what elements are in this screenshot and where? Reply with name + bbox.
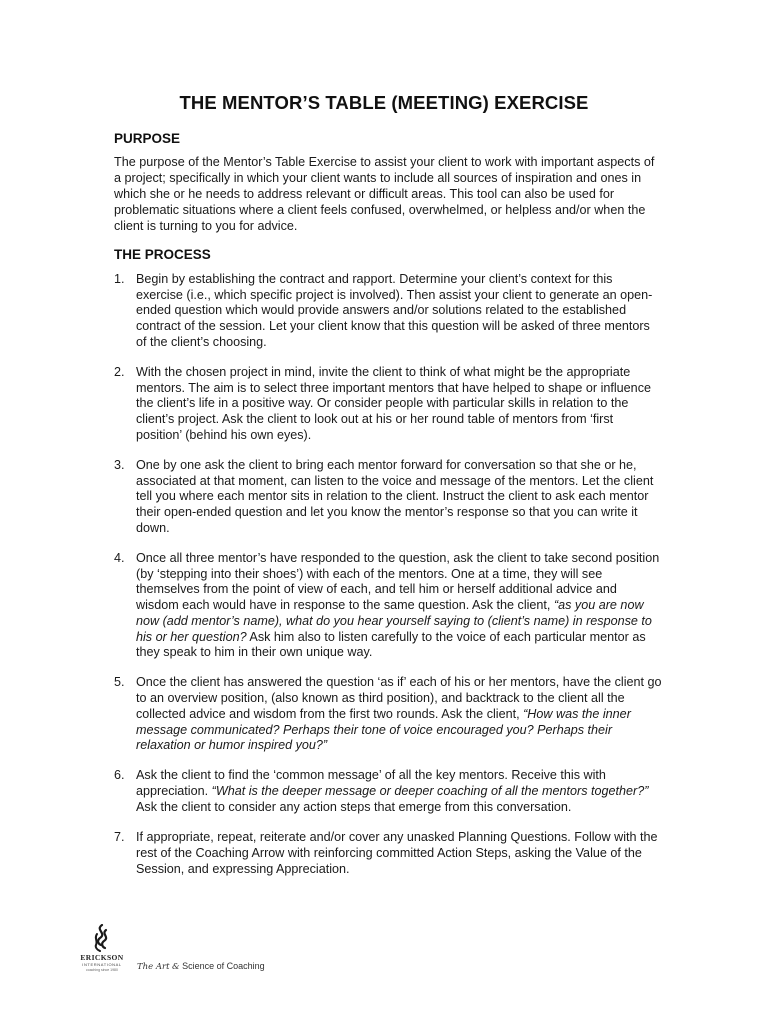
step-text <box>136 272 652 349</box>
step-number: 3. <box>114 458 125 473</box>
process-heading: THE PROCESS <box>114 247 211 262</box>
step-quote: “What is the deeper message or deeper coaching of all the mentors together?” <box>211 784 649 799</box>
step-text <box>136 675 662 752</box>
step-text-segment: Once all three mentor’s have responded to the question, ask the client to take second position (by ‘stepping into their shoes’) with each of the mentors. One at a time, they will see themselves from the point of view of each, and tell him or herself additional advice and wisdom each would have in response to the same question. Ask the client, <box>136 551 660 613</box>
process-steps-list <box>114 272 662 892</box>
step-text-segment: Begin by establishing the contract and rapport. Determine your client’s context for this exercise (i.e., which specific project is involved). Then assist your client to generate an open-ended question which would provide answers and/or solutions related to the established contract of the session. Let your client know that this question will be asked of three mentors of the client’s choosing. <box>136 272 653 349</box>
tagline-art: The Art <box>137 962 170 972</box>
process-step <box>114 551 662 661</box>
step-text-segment: Once the client has answered the question ‘as if’ each of his or her mentors, have the client go to an overview position, (also known as third position), and backtrack to the client all the collected advice and wisdom from the first two rounds. Ask the client, <box>136 675 662 721</box>
purpose-heading: PURPOSE <box>114 131 181 146</box>
purpose-paragraph: The purpose of the Mentor’s Table Exercise to assist your client to work with important aspects of a project; specifically in which your client wants to include all sources of inspiration and ones in which she or he needs to address relevant or difficult areas. This tool can also be used for problematic situations where a client feels confused, overwhelmed, or helpless and/or when the client is turning to you for advice. <box>114 155 655 234</box>
step-text <box>136 458 653 535</box>
step-text <box>136 365 651 442</box>
tagline <box>137 961 265 972</box>
step-number: 4. <box>114 551 125 566</box>
page-title: THE MENTOR’S TABLE (MEETING) EXERCISE <box>179 92 589 113</box>
process-step <box>114 365 662 444</box>
flame-icon <box>90 924 114 952</box>
process-step <box>114 272 662 351</box>
erickson-logo <box>76 924 128 984</box>
step-number: 5. <box>114 675 125 690</box>
step-text-segment: Ask the client to consider any action steps that emerge from this conversation. <box>136 799 572 814</box>
process-step <box>114 830 662 877</box>
step-text-segment: One by one ask the client to bring each mentor forward for conversation so that she or he, associated at that moment, can listen to the voice and message of the mentors. Let the client tell you where each mentor sits in relation to the client. Instruct the client to ask each mentor their open-ended question and let you know the mentor’s response so that you can write it down. <box>136 458 654 535</box>
logo-subtitle: INTERNATIONAL <box>82 962 122 967</box>
tagline-rest: Science of Coaching <box>182 961 265 971</box>
step-text <box>136 768 648 813</box>
logo-wordmark: ERICKSON <box>80 953 124 962</box>
tagline-ampersand: & <box>172 962 180 972</box>
process-step <box>114 768 662 815</box>
footer-branding <box>76 924 296 984</box>
process-step <box>114 458 662 537</box>
step-quote: “as you are now now (add mentor’s name), what do you hear yourself saying to (client’s name) in response to his or her question? <box>136 598 652 644</box>
step-number: 1. <box>114 272 125 286</box>
logo-since: coaching since 1980 <box>86 968 118 972</box>
step-number: 2. <box>114 365 125 380</box>
process-step <box>114 675 662 754</box>
step-text-segment: Ask the client to find the ‘common message’ of all the key mentors. Receive this with appreciation. <box>136 768 606 799</box>
step-quote: “How was the inner message communicated? Perhaps their tone of voice encouraged you? Perhaps their relaxation or humor inspired you?” <box>136 706 631 753</box>
step-text <box>136 830 658 875</box>
step-number: 6. <box>114 768 125 783</box>
step-number: 7. <box>114 830 125 845</box>
step-text-segment: With the chosen project in mind, invite the client to think of what might be the appropriate mentors. The aim is to select three important mentors that have helped to shape or influence the client’s life in a positive way. Or consider people with particular skills in relation to the client’s project. Ask the client to look out at his or her round table of mentors from ‘first position’ (behind his own eyes). <box>136 365 651 442</box>
step-text-segment: Ask him also to listen carefully to the voice of each particular mentor as they speak to him in their own unique way. <box>136 629 646 660</box>
step-text-segment: If appropriate, repeat, reiterate and/or cover any unasked Planning Questions. Follow with the rest of the Coaching Arrow with reinforcing committed Action Steps, asking the Value of the Session, and expressing Appreciation. <box>136 830 658 876</box>
step-text <box>136 551 659 659</box>
